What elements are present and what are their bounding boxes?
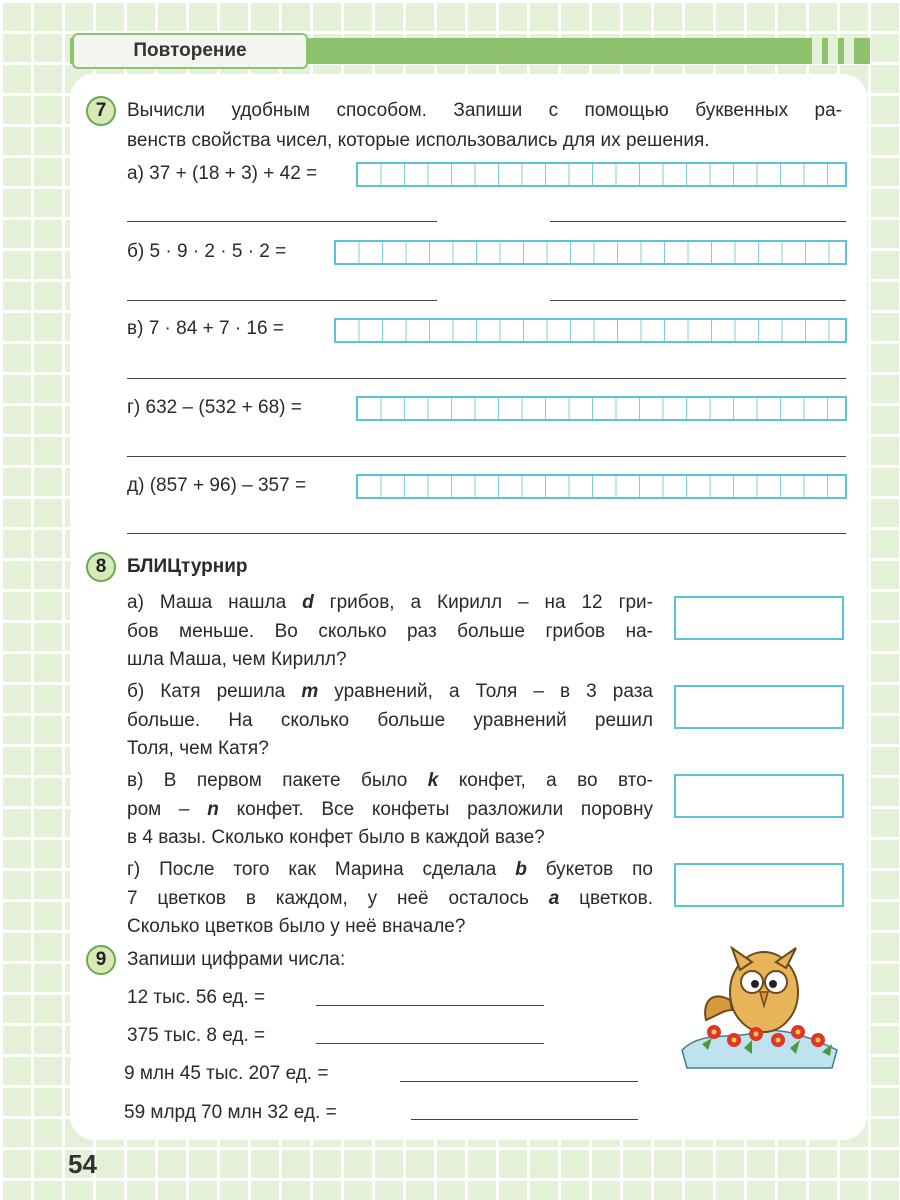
task-9c-number-words: 9 млн 45 тыс. 207 ед. = (124, 1063, 329, 1084)
task-8g-line-3: Сколько цветков было у неё вначале? (127, 916, 466, 937)
task-8a-line-2: бов меньше. Во сколько раз больше грибов на- (127, 621, 653, 642)
task-8-title: БЛИЦтурнир (127, 556, 248, 577)
task-7a-property-line-right[interactable] (550, 221, 846, 222)
task-8a-line-3: шла Маша, чем Кирилл? (127, 649, 347, 670)
task-8v-line-1: в) В первом пакете было k конфет, а во вто- (127, 770, 654, 791)
task-7a-property-line-left[interactable] (127, 221, 437, 222)
task-8b-line-3: Толя, чем Катя? (127, 738, 269, 759)
task-7-number: 7 (86, 96, 116, 126)
task-7b-expression: б) 5 · 9 · 2 · 5 · 2 = (127, 241, 287, 262)
task-7a-expression: а) 37 + (18 + 3) + 42 = (127, 163, 318, 184)
task-8b-line-2: больше. На сколько больше уравнений решил (127, 710, 653, 731)
task-9b-answer-line[interactable] (316, 1043, 544, 1044)
task-7b-property-line-left[interactable] (127, 300, 437, 301)
task-8a-answer-box[interactable] (674, 596, 844, 640)
task-8b-answer-box[interactable] (674, 685, 844, 729)
task-9-title: Запиши цифрами числа: (127, 949, 346, 970)
section-title: Повторение (72, 33, 308, 69)
task-7v-property-line[interactable] (127, 378, 846, 379)
owl-with-flowers-illustration (672, 940, 847, 1075)
task-8b-line-1: б) Катя решила m уравнений, а Толя – в 3 раза (127, 681, 653, 702)
task-7a-answer-grid[interactable] (356, 162, 847, 187)
task-9d-answer-line[interactable] (411, 1119, 638, 1120)
task-7v-expression: в) 7 · 84 + 7 · 16 = (127, 318, 284, 339)
page-number: 54 (68, 1149, 97, 1179)
header-stripes (812, 38, 854, 64)
task-7g-expression: г) 632 – (532 + 68) = (127, 397, 302, 418)
task-8v-answer-box[interactable] (674, 774, 844, 818)
task-9a-answer-line[interactable] (316, 1005, 544, 1006)
task-8g-line-1: г) После того как Марина сделала b букетов по (127, 859, 653, 880)
task-7b-answer-grid[interactable] (334, 240, 847, 265)
task-7g-property-line[interactable] (127, 456, 846, 457)
task-7-text-line-1: Вычисли удобным способом. Запиши с помощью буквенных ра- (127, 100, 842, 121)
task-9b-number-words: 375 тыс. 8 ед. = (127, 1025, 266, 1046)
task-9a-number-words: 12 тыс. 56 ед. = (127, 987, 266, 1008)
task-7d-expression: д) (857 + 96) – 357 = (127, 475, 307, 496)
task-9-number: 9 (86, 945, 116, 975)
task-7d-answer-grid[interactable] (356, 474, 847, 499)
task-8g-line-2: 7 цветков в каждом, у неё осталось a цветков. (127, 888, 653, 909)
task-8v-line-3: в 4 вазы. Сколько конфет было в каждой вазе? (127, 827, 545, 848)
task-7b-property-line-right[interactable] (550, 300, 846, 301)
task-9d-number-words: 59 млрд 70 млн 32 ед. = (124, 1102, 337, 1123)
task-8g-answer-box[interactable] (674, 863, 844, 907)
task-7v-answer-grid[interactable] (334, 318, 847, 343)
task-8v-line-2: ром – n конфет. Все конфеты разложили поровну (127, 799, 653, 820)
task-7-text-line-2: венств свойства чисел, которые использовались для их решения. (127, 130, 710, 151)
task-7g-answer-grid[interactable] (356, 396, 847, 421)
task-7d-property-line[interactable] (127, 533, 846, 534)
task-9c-answer-line[interactable] (400, 1081, 638, 1082)
task-8-number: 8 (86, 552, 116, 582)
task-8a-line-1: а) Маша нашла d грибов, а Кирилл – на 12 гри- (127, 592, 654, 613)
